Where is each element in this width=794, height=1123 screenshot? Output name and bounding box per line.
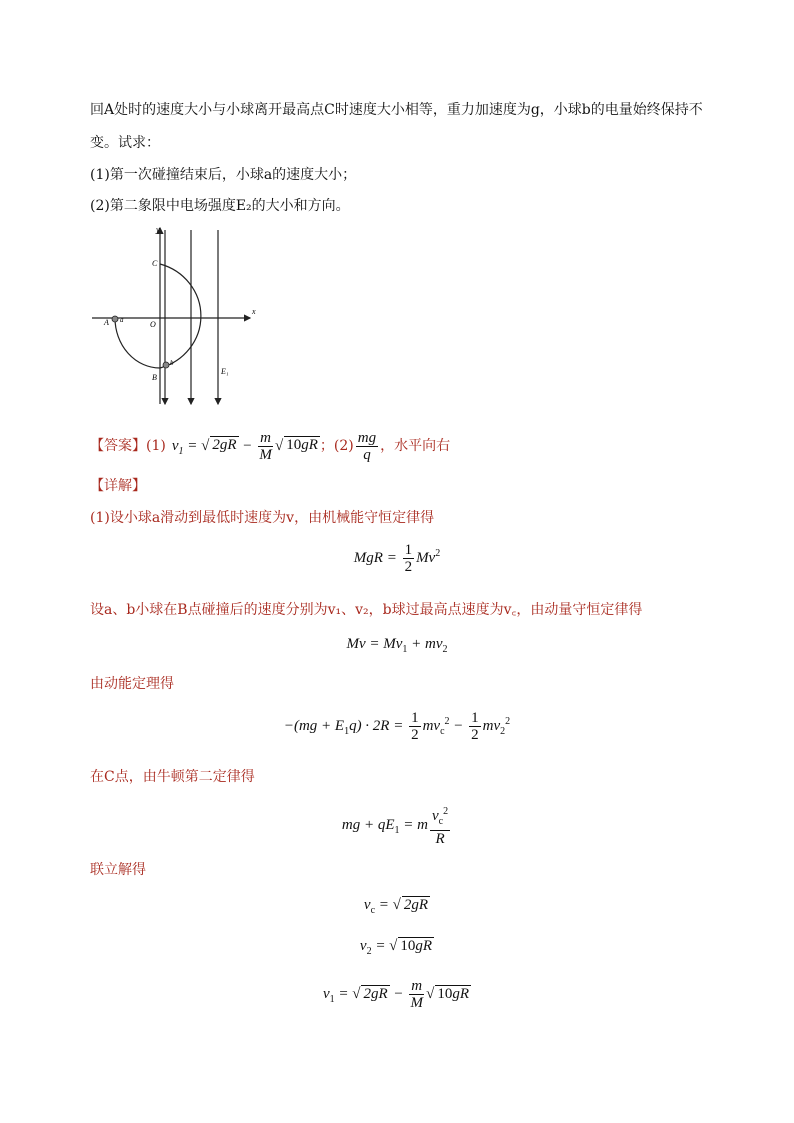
question-2: (2)第二象限中电场强度E₂的大小和方向。 bbox=[90, 198, 350, 214]
equation-momentum: $Mv = Mv_1 + mv_2$ bbox=[346, 636, 448, 655]
answer-tag: 【答案】 bbox=[90, 438, 146, 454]
answer-part1-prefix: (1) bbox=[146, 438, 166, 454]
result-vc: $v_c$ = √ 2gR bbox=[363, 897, 429, 916]
label-a-ball: a bbox=[120, 316, 124, 324]
answer-suffix: ，水平向右 bbox=[380, 438, 451, 454]
detail-para-3: 由动能定理得 bbox=[90, 676, 174, 692]
answer-separator: ；(2) bbox=[319, 438, 354, 454]
intro-line-2: 变。试求： bbox=[90, 135, 160, 151]
detail-para-1: (1)设小球a滑动到最低时速度为v，由机械能守恒定律得 bbox=[90, 510, 435, 526]
equation-newton: mg + $qE_1 = m$ $\frac{v_c^2}{R}$ bbox=[341, 806, 449, 847]
label-y: y bbox=[156, 225, 160, 234]
label-a-point: A bbox=[104, 318, 109, 327]
equation-kinetic-energy: $-(mg + E_1q) \cdot 2R$ = $\frac{1}{2}$ $mv_c^2$ − $\frac{1}{2}$ $mv_2^2$ bbox=[283, 710, 511, 743]
answer-formula-2: $\frac{mg}{q}$ bbox=[357, 429, 377, 463]
result-v1: $v_1$ = √ 2gR − $\frac{m}{M}$ √ 10gR bbox=[322, 978, 470, 1011]
detail-para-5: 联立解得 bbox=[90, 862, 146, 878]
right-semicircle-track bbox=[160, 264, 201, 368]
ball-b bbox=[163, 362, 169, 368]
physics-diagram bbox=[90, 222, 260, 410]
label-b-ball: b bbox=[170, 359, 174, 367]
label-e1: E₁ bbox=[221, 367, 229, 376]
answer-line bbox=[90, 426, 450, 466]
detail-para-4: 在C点，由牛顿第二定律得 bbox=[90, 769, 255, 785]
answer-formula-1: $v_1$ = √ 2gR − $\frac{m}{M}$ √ 10gR bbox=[171, 429, 318, 463]
label-c: C bbox=[152, 259, 158, 268]
label-o: O bbox=[150, 320, 156, 329]
question-1: (1)第一次碰撞结束后，小球a的速度大小； bbox=[90, 167, 357, 183]
ball-a bbox=[112, 316, 118, 322]
result-v2: $v_2$ = √ 10gR bbox=[359, 938, 433, 957]
label-x: x bbox=[252, 307, 256, 316]
intro-line-1: 回A处时的速度大小与小球离开最高点C时速度大小相等，重力加速度为g，小球b的电量始终保持不 bbox=[90, 102, 703, 118]
label-b-point: B bbox=[152, 373, 157, 382]
detail-tag: 【详解】 bbox=[90, 478, 146, 494]
detail-para-2: 设a、b小球在B点碰撞后的速度分别为v₁、v₂，b球过最高点速度为v꜀，由动量守恒定律得 bbox=[90, 602, 643, 618]
equation-energy: MgR = $\frac{1}{2}$ Mv$^2$ bbox=[353, 542, 441, 575]
